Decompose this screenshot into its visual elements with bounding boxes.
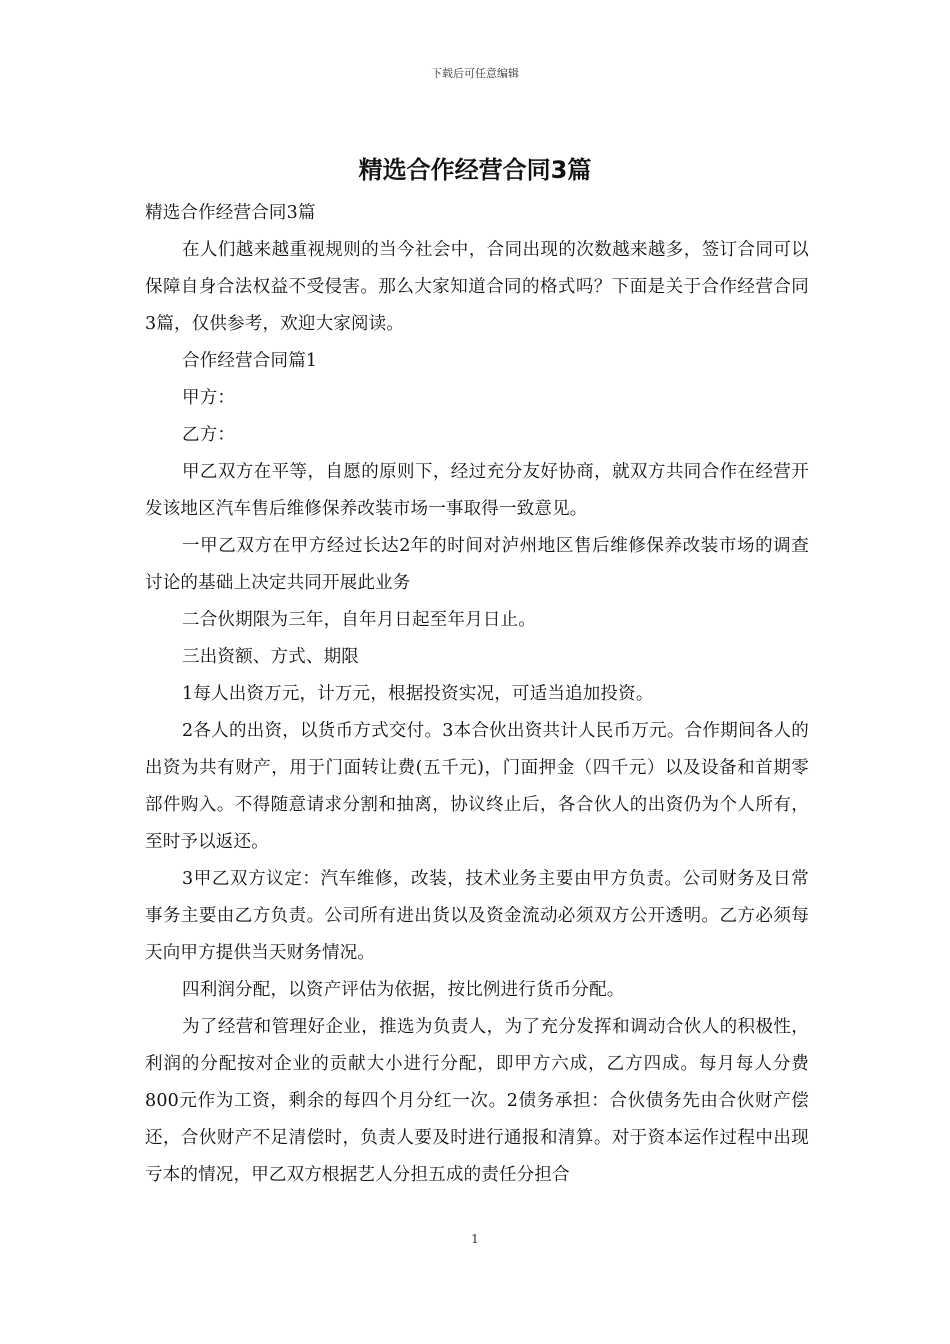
paragraph-section-heading: 合作经营合同篇1	[182, 351, 318, 371]
paragraph-agreement: 甲乙双方在平等，自愿的原则下，经过充分友好协商，就双方共同合作在经营开发该地区汽车售后维修保养改装市场一事取得一致意见。	[145, 462, 809, 519]
document-title: 精选合作经营合同3篇	[358, 156, 592, 184]
paragraph-intro: 在人们越来越重视规则的当今社会中，合同出现的次数越来越多，签订合同可以保障自身合法权益不受侵害。那么大家知道合同的格式吗？下面是关于合作经营合同3篇，仅供参考，欢迎大家阅读。	[145, 240, 809, 334]
page-header: 下载后可任意编辑	[431, 67, 519, 80]
paragraph-subtitle: 精选合作经营合同3篇	[145, 203, 316, 223]
paragraph-clause-1: 一甲乙双方在甲方经过长达2年的时间对泸州地区售后维修保养改装市场的调查讨论的基础上决定共同开展此业务	[145, 536, 809, 593]
paragraph-clause-3-2: 2各人的出资，以货币方式交付。3本合伙出资共计人民币万元。合作期间各人的出资为共有财产，用于门面转让费(五千元)，门面押金（四千元）以及设备和首期零部件购入。不得随意请求分割和抽离，协议终止后，各合伙人的出资仍为个人所有，至时予以返还。	[145, 721, 809, 852]
paragraph-clause-3-1: 1每人出资万元，计万元，根据投资实况，可适当追加投资。	[182, 684, 654, 704]
paragraph-clause-4: 四利润分配，以资产评估为依据，按比例进行货币分配。	[182, 980, 625, 1000]
paragraph-clause-2: 二合伙期限为三年，自年月日起至年月日止。	[182, 610, 536, 630]
document-body	[145, 195, 809, 1194]
paragraph-clause-3: 三出资额、方式、期限	[182, 647, 359, 667]
paragraph-clause-4-detail: 为了经营和管理好企业，推选为负责人，为了充分发挥和调动合伙人的积极性，利润的分配按对企业的贡献大小进行分配，即甲方六成，乙方四成。每月每人分费800元作为工资，剩余的每四个月分红一次。2债务承担：合伙债务先由合伙财产偿还，合伙财产不足清偿时，负责人要及时进行通报和清算。对于资本运作过程中出现亏本的情况，甲乙双方根据艺人分担五成的责任分担合	[145, 1017, 809, 1185]
paragraph-clause-3-3: 3甲乙双方议定：汽车维修，改装，技术业务主要由甲方负责。公司财务及日常事务主要由乙方负责。公司所有进出货以及资金流动必须双方公开透明。乙方必须每天向甲方提供当天财务情况。	[145, 869, 809, 963]
paragraph-party-b: 乙方：	[182, 425, 236, 445]
page-number: 1	[471, 1232, 479, 1246]
paragraph-party-a: 甲方：	[182, 388, 236, 408]
